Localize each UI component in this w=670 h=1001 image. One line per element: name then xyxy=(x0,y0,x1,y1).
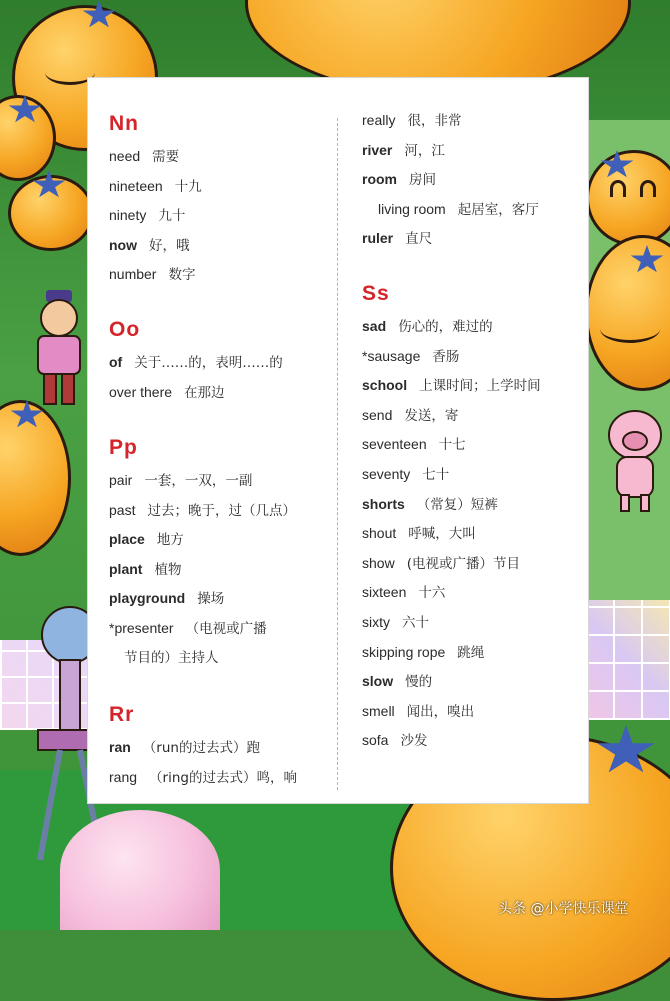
english-word: *presenter xyxy=(109,620,174,636)
english-word: rang xyxy=(109,769,138,785)
chinese-meaning: （常复）短裤 xyxy=(416,497,498,513)
english-word: show xyxy=(362,555,395,571)
chinese-meaning: 闻出，嗅出 xyxy=(406,704,475,720)
chinese-meaning: 七十 xyxy=(422,467,450,483)
chinese-meaning: 沙发 xyxy=(400,733,428,749)
english-word: of xyxy=(109,354,123,370)
word-entry xyxy=(109,207,185,224)
chinese-meaning: 在那边 xyxy=(184,385,225,401)
chinese-meaning: (电视或广播）节目 xyxy=(406,556,520,572)
english-word: over there xyxy=(109,384,173,400)
chinese-meaning: 起居室，客厅 xyxy=(457,202,539,218)
word-entry xyxy=(362,525,476,542)
english-word: slow xyxy=(362,673,394,689)
cartoon-man-illustration xyxy=(30,290,88,410)
word-entry xyxy=(362,496,498,513)
word-entry xyxy=(109,148,179,165)
english-word: skipping rope xyxy=(362,644,446,660)
chinese-meaning: 十七 xyxy=(438,437,466,453)
word-entry xyxy=(362,230,432,247)
english-word: number xyxy=(109,266,157,282)
chinese-meaning: 很，非常 xyxy=(407,113,462,129)
word-entry xyxy=(109,472,252,489)
word-entry xyxy=(109,502,296,519)
word-entry xyxy=(109,178,202,195)
chinese-meaning: 植物 xyxy=(154,562,182,578)
word-entry xyxy=(362,466,449,483)
word-entry xyxy=(362,142,445,159)
chinese-meaning: 跳绳 xyxy=(457,645,485,661)
english-word: sixty xyxy=(362,614,390,630)
column-divider xyxy=(337,118,338,790)
word-entry xyxy=(109,354,283,371)
english-word: really xyxy=(362,112,396,128)
section-letter-heading: Nn xyxy=(109,112,139,135)
chinese-meaning: 香肠 xyxy=(432,349,460,365)
smile-mouth xyxy=(600,315,660,343)
english-word: past xyxy=(109,502,136,518)
english-word: nineteen xyxy=(109,178,163,194)
english-word: ruler xyxy=(362,230,394,246)
chinese-meaning: 伤心的，难过的 xyxy=(398,319,493,335)
word-entry xyxy=(109,561,181,578)
english-word: sixteen xyxy=(362,584,407,600)
word-entry xyxy=(362,171,436,188)
chinese-meaning: 河，江 xyxy=(404,143,445,159)
english-word: pair xyxy=(109,472,133,488)
chinese-meaning: （电视或广播 xyxy=(185,621,267,637)
word-entry xyxy=(362,377,541,394)
english-word: playground xyxy=(109,590,186,606)
chinese-meaning: 数字 xyxy=(168,267,196,283)
english-word: send xyxy=(362,407,393,423)
chinese-meaning: 直尺 xyxy=(405,231,433,247)
chinese-meaning: 过去；晚于，过（几点） xyxy=(147,503,296,519)
english-word: river xyxy=(362,142,393,158)
word-entry xyxy=(362,703,474,720)
english-word: *sausage xyxy=(362,348,421,364)
english-word: need xyxy=(109,148,141,164)
chinese-meaning: 好，哦 xyxy=(149,238,190,254)
english-word: smell xyxy=(362,703,395,719)
watermark: 头条 @小学快乐课堂 xyxy=(498,901,629,917)
cream-cake-illustration xyxy=(60,810,220,930)
english-word: sad xyxy=(362,318,387,334)
word-entry xyxy=(362,732,427,749)
chinese-meaning: 十九 xyxy=(174,179,202,195)
word-entry xyxy=(109,590,224,607)
word-entry xyxy=(109,266,195,283)
chinese-meaning: （run的过去式）跑 xyxy=(142,740,260,756)
english-word: plant xyxy=(109,561,143,577)
chinese-meaning: （ring的过去式）鸣，响 xyxy=(149,770,297,786)
word-entry xyxy=(109,769,297,786)
chinese-meaning: 操场 xyxy=(197,591,225,607)
chinese-meaning: 节目的）主持人 xyxy=(124,650,219,666)
word-entry xyxy=(109,620,267,637)
english-word: place xyxy=(109,531,145,547)
english-word: ran xyxy=(109,739,131,755)
chinese-meaning: 发送，寄 xyxy=(404,408,459,424)
word-entry xyxy=(362,348,459,365)
chinese-meaning: 六十 xyxy=(402,615,429,631)
english-word: now xyxy=(109,237,137,253)
word-entry xyxy=(362,407,458,424)
chinese-meaning: 一套，一双，一副 xyxy=(144,473,253,489)
english-word: room xyxy=(362,171,397,187)
word-entry xyxy=(109,237,190,254)
section-letter-heading: Rr xyxy=(109,703,135,726)
chinese-meaning: 慢的 xyxy=(405,674,433,690)
english-word: shout xyxy=(362,525,397,541)
word-entry xyxy=(362,318,493,335)
english-word: school xyxy=(362,377,408,393)
word-entry xyxy=(109,531,184,548)
chinese-meaning: 地方 xyxy=(156,532,184,548)
word-entry xyxy=(362,673,432,690)
english-word: living room xyxy=(378,201,446,217)
word-entry xyxy=(378,201,539,218)
word-entry xyxy=(109,384,225,401)
section-letter-heading: Ss xyxy=(362,282,390,305)
chinese-meaning: 呼喊，大叫 xyxy=(408,526,476,542)
section-letter-heading: Pp xyxy=(109,436,138,459)
smile-eye xyxy=(640,180,656,197)
word-entry xyxy=(362,584,445,601)
chinese-meaning: 十六 xyxy=(418,585,446,601)
tile-wall-right xyxy=(585,600,670,720)
english-word: ninety xyxy=(109,207,147,223)
english-word: shorts xyxy=(362,496,405,512)
cartoon-pig-illustration xyxy=(605,405,665,515)
section-letter-heading: Oo xyxy=(109,318,141,341)
word-entry xyxy=(124,650,219,666)
word-entry xyxy=(362,644,484,661)
english-word: seventeen xyxy=(362,436,427,452)
english-word: sofa xyxy=(362,732,389,748)
english-word: seventy xyxy=(362,466,411,482)
chinese-meaning: 房间 xyxy=(409,172,436,188)
word-entry xyxy=(362,614,429,631)
smile-eye xyxy=(610,180,626,197)
word-entry xyxy=(362,555,520,572)
chinese-meaning: 上课时间；上学时间 xyxy=(419,378,541,394)
chinese-meaning: 需要 xyxy=(152,149,180,165)
word-entry xyxy=(362,436,466,453)
chinese-meaning: 九十 xyxy=(158,208,186,224)
word-entry xyxy=(109,739,260,756)
chinese-meaning: 关于……的，表明……的 xyxy=(134,355,283,371)
word-entry xyxy=(362,112,461,129)
